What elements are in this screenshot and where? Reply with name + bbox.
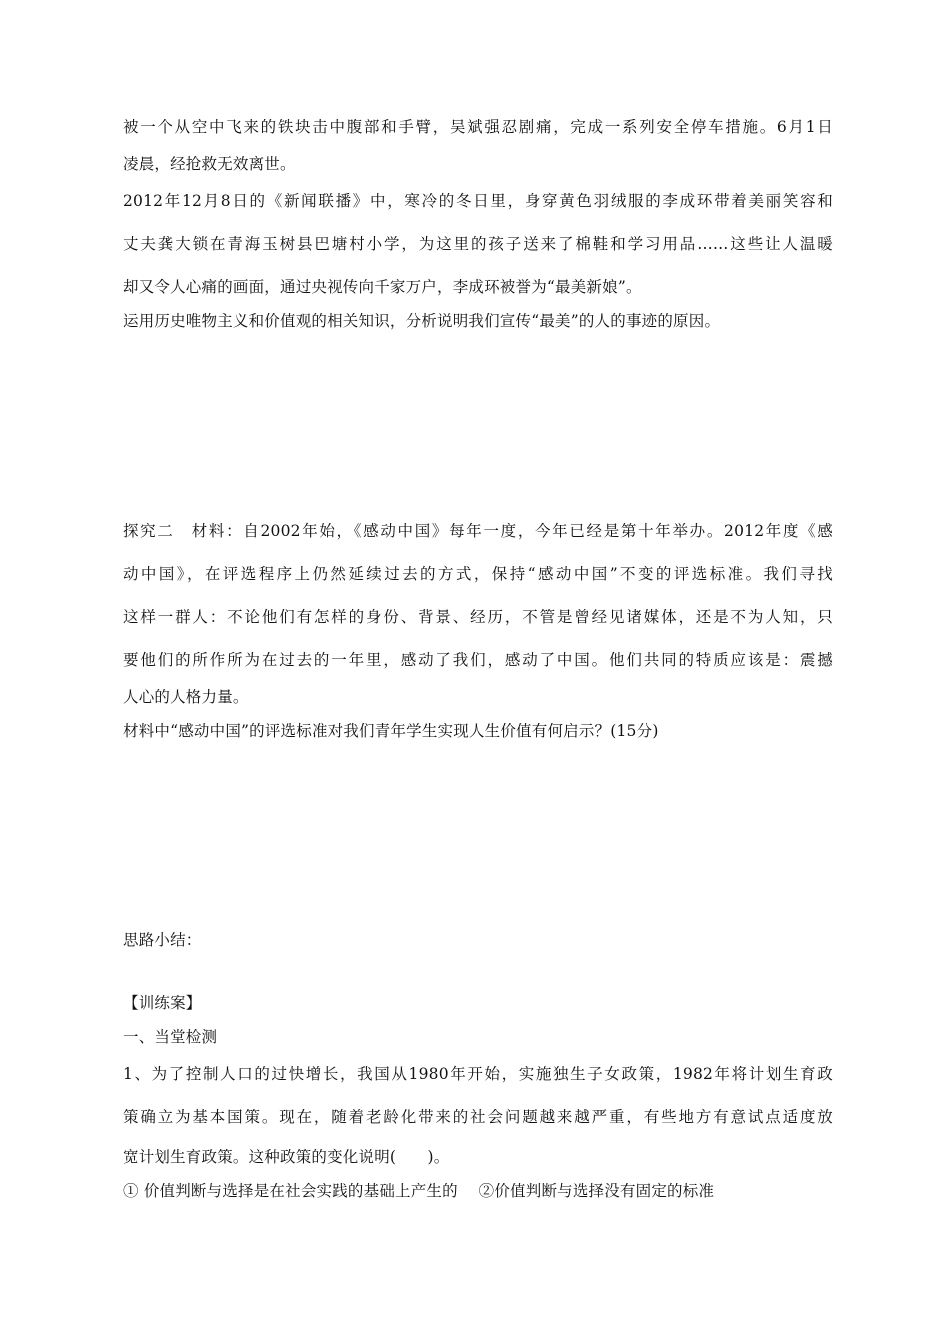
text-line: 要他们的所作所为在过去的一年里，感动了我们，感动了中国。他们共同的特质应该是：震撼 [123,651,833,669]
text-line: 1、为了控制人口的过快增长，我国从1980年开始，实施独生子女政策，1982年将计划生育政 [123,1065,833,1083]
text-line: 动中国》，在评选程序上仍然延续过去的方式，保持“感动中国”不变的评选标准。我们寻找 [123,565,833,583]
text-line: 被一个从空中飞来的铁块击中腹部和手臂，吴斌强忍剧痛，完成一系列安全停车措施。6月1日 [123,118,833,136]
subsection-heading: 一、当堂检测 [123,1028,218,1046]
text-line: 人心的人格力量。 [123,688,249,706]
text-line: 策确立为基本国策。现在，随着老龄化带来的社会问题越来越严重，有些地方有意试点适度放 [123,1108,833,1126]
text-line: 探究二 材料：自2002年始，《感动中国》每年一度，今年已经是第十年举办。2012年度《感 [123,522,833,540]
section-heading: 【训练案】 [123,994,202,1012]
question-line: 材料中“感动中国”的评选标准对我们青年学生实现人生价值有何启示？(15分) [123,722,659,740]
text-line: 宽计划生育政策。这种政策的变化说明( )。 [123,1148,450,1166]
text-line: 却又令人心痛的画面，通过央视传向千家万户，李成环被誉为“最美新娘”。 [123,278,642,296]
text-line: 2012年12月8日的《新闻联播》中，寒冷的冬日里，身穿黄色羽绒服的李成环带着美丽笑容和 [123,192,833,210]
summary-heading: 思路小结： [123,931,202,949]
option-line: ① 价值判断与选择是在社会实践的基础上产生的 ②价值判断与选择没有固定的标准 [123,1182,715,1200]
question-line: 运用历史唯物主义和价值观的相关知识，分析说明我们宣传“最美”的人的事迹的原因。 [123,312,721,330]
text-line: 凌晨，经抢救无效离世。 [123,155,296,173]
text-line: 这样一群人：不论他们有怎样的身份、背景、经历，不管是曾经见诸媒体，还是不为人知，只 [123,608,833,626]
text-line: 丈夫龚大锁在青海玉树县巴塘村小学，为这里的孩子送来了棉鞋和学习用品……这些让人温暖 [123,235,833,253]
